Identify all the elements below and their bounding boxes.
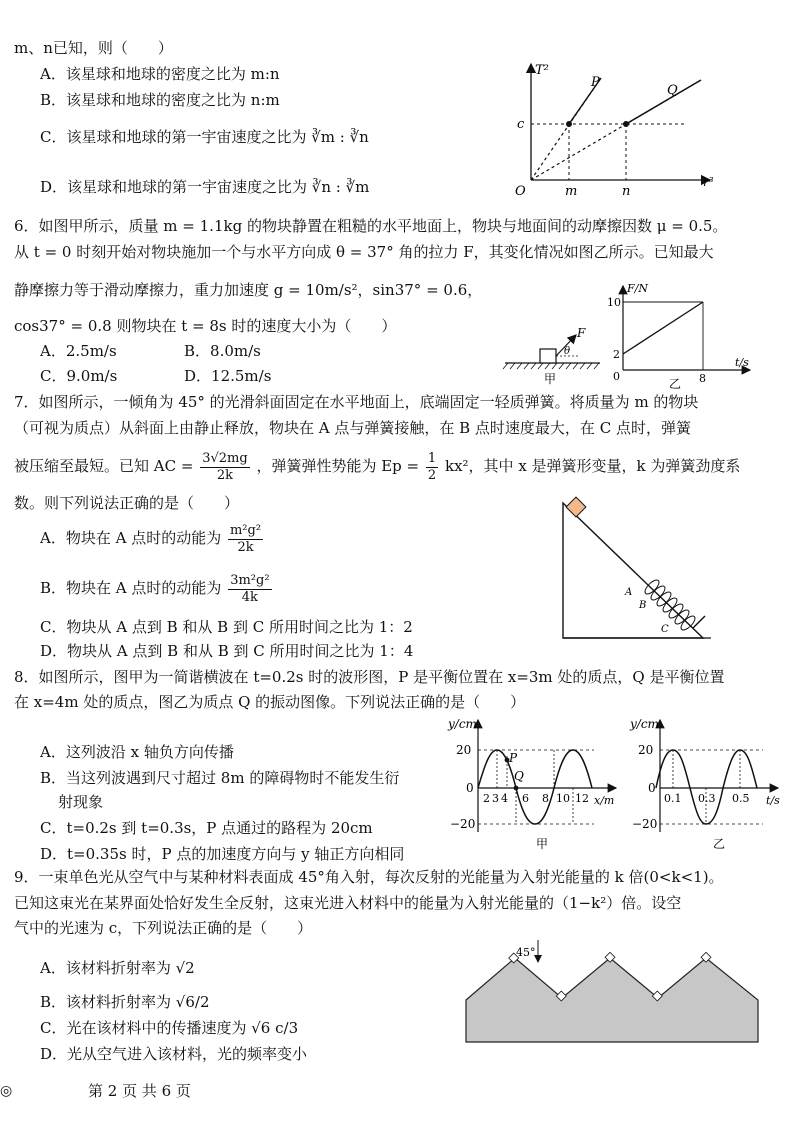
q5-option-a: A．该星球和地球的密度之比为 m:n bbox=[40, 65, 280, 83]
svg-text:20: 20 bbox=[638, 743, 654, 757]
q6-line1: 6．如图甲所示，质量 m = 1.1kg 的物块静置在粗糙的水平地面上，物块与地面间的动摩擦因数 μ = 0.5。 bbox=[14, 217, 728, 235]
svg-text:10: 10 bbox=[556, 792, 570, 805]
q9-option-d: D．光从空气进入该材料，光的频率变小 bbox=[40, 1045, 308, 1063]
q6-option-d: D．12.5m/s bbox=[184, 367, 272, 385]
q5-figure bbox=[505, 58, 715, 198]
q8-line1: 8．如图所示，图甲为一简谐横波在 t=0.2s 时的波形图，P 是平衡位置在 x=3m 处的质点，Q 是平衡位置 bbox=[14, 668, 725, 686]
svg-text:0.5: 0.5 bbox=[732, 792, 750, 805]
q7-option-b: B．物块在 A 点时的动能为 $\frac{\text{3m²g²}}{4k}$ bbox=[40, 572, 270, 605]
q9-line2: 已知这束光在某界面处恰好发生全反射，这束光进入材料中的能量为入射光能量的（1−k²）倍。设空 bbox=[14, 894, 682, 912]
q8-vibration-curve bbox=[656, 750, 757, 824]
q5-option-b: B．该星球和地球的密度之比为 n:m bbox=[40, 91, 280, 109]
q8-option-a: A．这列波沿 x 轴负方向传播 bbox=[40, 743, 234, 761]
q5-option-c: C．该星球和地球的第一宇宙速度之比为 ∛m : ∛n bbox=[40, 128, 369, 146]
svg-text:0: 0 bbox=[648, 781, 656, 795]
q6-line3: 静摩擦力等于滑动摩擦力，重力加速度 g = 10m/s²，sin37° = 0.6， bbox=[14, 281, 483, 299]
q8-option-c: C．t=0.2s 到 t=0.3s，P 点通过的路程为 20cm bbox=[40, 819, 373, 837]
svg-text:乙: 乙 bbox=[713, 837, 726, 851]
svg-text:乙: 乙 bbox=[669, 377, 682, 390]
q8-option-b-2: 射现象 bbox=[58, 793, 104, 811]
svg-text:c: c bbox=[517, 117, 525, 132]
q6-figure-yi bbox=[605, 280, 755, 390]
svg-text:20: 20 bbox=[456, 743, 472, 757]
svg-text:0: 0 bbox=[466, 781, 474, 795]
q6-line2: 从 t = 0 时刻开始对物块施加一个与水平方向成 θ = 37° 角的拉力 F，其变化情况如图乙所示。已知最大 bbox=[14, 243, 714, 261]
svg-text:θ: θ bbox=[564, 346, 571, 357]
footer-mark: ◎ bbox=[0, 1083, 13, 1099]
q9-option-c: C．光在该材料中的传播速度为 √6 c/3 bbox=[40, 1019, 299, 1037]
q6-option-b: B．8.0m/s bbox=[184, 342, 261, 360]
q7-line1: 7．如图所示，一倾角为 45° 的光滑斜面固定在水平地面上，底端固定一轻质弹簧。将质量为 m 的物块 bbox=[14, 393, 699, 411]
q6-option-a: A．2.5m/s bbox=[40, 342, 117, 360]
svg-text:12: 12 bbox=[575, 792, 589, 805]
svg-text:8: 8 bbox=[542, 792, 549, 805]
q7-option-a: A．物块在 A 点时的动能为 $\frac{\text{m²g²}}{2k}$ bbox=[40, 522, 262, 555]
svg-text:A: A bbox=[625, 587, 633, 598]
svg-text:甲: 甲 bbox=[536, 837, 549, 851]
svg-text:45°: 45° bbox=[516, 946, 536, 959]
page-number: 第 2 页 共 6 页 bbox=[88, 1082, 191, 1100]
svg-text:B: B bbox=[639, 600, 647, 611]
q6-figure-jia bbox=[500, 325, 610, 385]
svg-text:O: O bbox=[515, 184, 526, 198]
svg-text:F/N: F/N bbox=[627, 282, 648, 295]
q9-material bbox=[466, 958, 758, 1042]
q7-line3: 被压缩至最短。已知 AC = $\frac{3√2mg}{2k}$ ，弹簧弹性势能为 Ep = $\frac{1}{2}$ kx²，其中 x 是弹簧形变量，k 为弹簧劲度系 bbox=[14, 450, 741, 483]
q5-option-d: D．该星球和地球的第一宇宙速度之比为 ∛n : ∛m bbox=[40, 178, 370, 196]
q9-line3: 气中的光速为 c，下列说法正确的是（ ） bbox=[14, 919, 313, 937]
svg-text:−20: −20 bbox=[632, 817, 658, 831]
q9-option-b: B．该材料折射率为 √6/2 bbox=[40, 993, 210, 1011]
svg-text:t/s: t/s bbox=[766, 794, 780, 807]
q6-force-line bbox=[623, 302, 703, 354]
q7-option-d: D．物块从 A 点到 B 和从 B 到 C 所用时间之比为 1：4 bbox=[40, 642, 414, 660]
svg-text:10: 10 bbox=[607, 296, 621, 309]
svg-text:Q: Q bbox=[514, 769, 524, 783]
q5-stem: m、n已知，则（ ） bbox=[14, 39, 173, 57]
q9-option-a: A．该材料折射率为 √2 bbox=[40, 959, 195, 977]
q7-option-c: C．物块从 A 点到 B 和从 B 到 C 所用时间之比为 1：2 bbox=[40, 618, 413, 636]
svg-text:8: 8 bbox=[699, 372, 706, 385]
q7-figure bbox=[555, 495, 715, 645]
svg-text:F: F bbox=[577, 326, 586, 340]
q8-figure-yi bbox=[628, 712, 793, 852]
svg-text:P: P bbox=[509, 751, 518, 765]
q5-yaxis: T² bbox=[535, 63, 549, 78]
svg-text:Q: Q bbox=[667, 83, 678, 98]
q6-option-c: C．9.0m/s bbox=[40, 367, 118, 385]
q8-figure-jia bbox=[446, 712, 621, 852]
svg-text:C: C bbox=[661, 624, 669, 635]
svg-text:0: 0 bbox=[613, 370, 620, 383]
q8-line2: 在 x=4m 处的质点，图乙为质点 Q 的振动图像。下列说法正确的是（ ） bbox=[14, 693, 526, 711]
svg-text:0.1: 0.1 bbox=[664, 792, 682, 805]
q5-xaxis: r³ bbox=[703, 175, 714, 189]
svg-text:m: m bbox=[565, 184, 578, 198]
svg-text:2: 2 bbox=[483, 792, 490, 805]
q8-option-d: D．t=0.35s 时，P 点的加速度方向与 y 轴正方向相同 bbox=[40, 845, 405, 863]
svg-text:y/cm: y/cm bbox=[630, 717, 659, 731]
q6-line4: cos37° = 0.8 则物块在 t = 8s 时的速度大小为（ ） bbox=[14, 317, 397, 335]
q9-figure bbox=[462, 938, 772, 1068]
svg-text:n: n bbox=[622, 184, 631, 198]
svg-text:甲: 甲 bbox=[544, 372, 557, 385]
svg-text:t/s: t/s bbox=[735, 356, 749, 369]
q8-option-b-1: B．当这列波遇到尺寸超过 8m 的障碍物时不能发生衍 bbox=[40, 769, 400, 787]
q9-line1: 9．一束单色光从空气中与某种材料表面成 45°角入射，每次反射的光能量为入射光能量的 k 倍(0<k<1)。 bbox=[14, 868, 724, 886]
svg-text:y/cm: y/cm bbox=[448, 717, 477, 731]
svg-text:x/m: x/m bbox=[594, 794, 615, 807]
svg-text:3: 3 bbox=[492, 792, 499, 805]
svg-text:0.3: 0.3 bbox=[698, 792, 716, 805]
svg-text:2: 2 bbox=[613, 348, 620, 361]
svg-text:6: 6 bbox=[522, 792, 529, 805]
q7-line2: （可视为质点）从斜面上由静止释放，物块在 A 点与弹簧接触，在 B 点时速度最大，在 C 点时，弹簧 bbox=[14, 419, 691, 437]
q8-wave-curve bbox=[478, 750, 592, 824]
q7-line4: 数。则下列说法正确的是（ ） bbox=[14, 494, 240, 512]
svg-text:P: P bbox=[591, 75, 600, 90]
svg-text:4: 4 bbox=[501, 792, 508, 805]
q6-block bbox=[540, 349, 556, 363]
svg-text:−20: −20 bbox=[450, 817, 476, 831]
